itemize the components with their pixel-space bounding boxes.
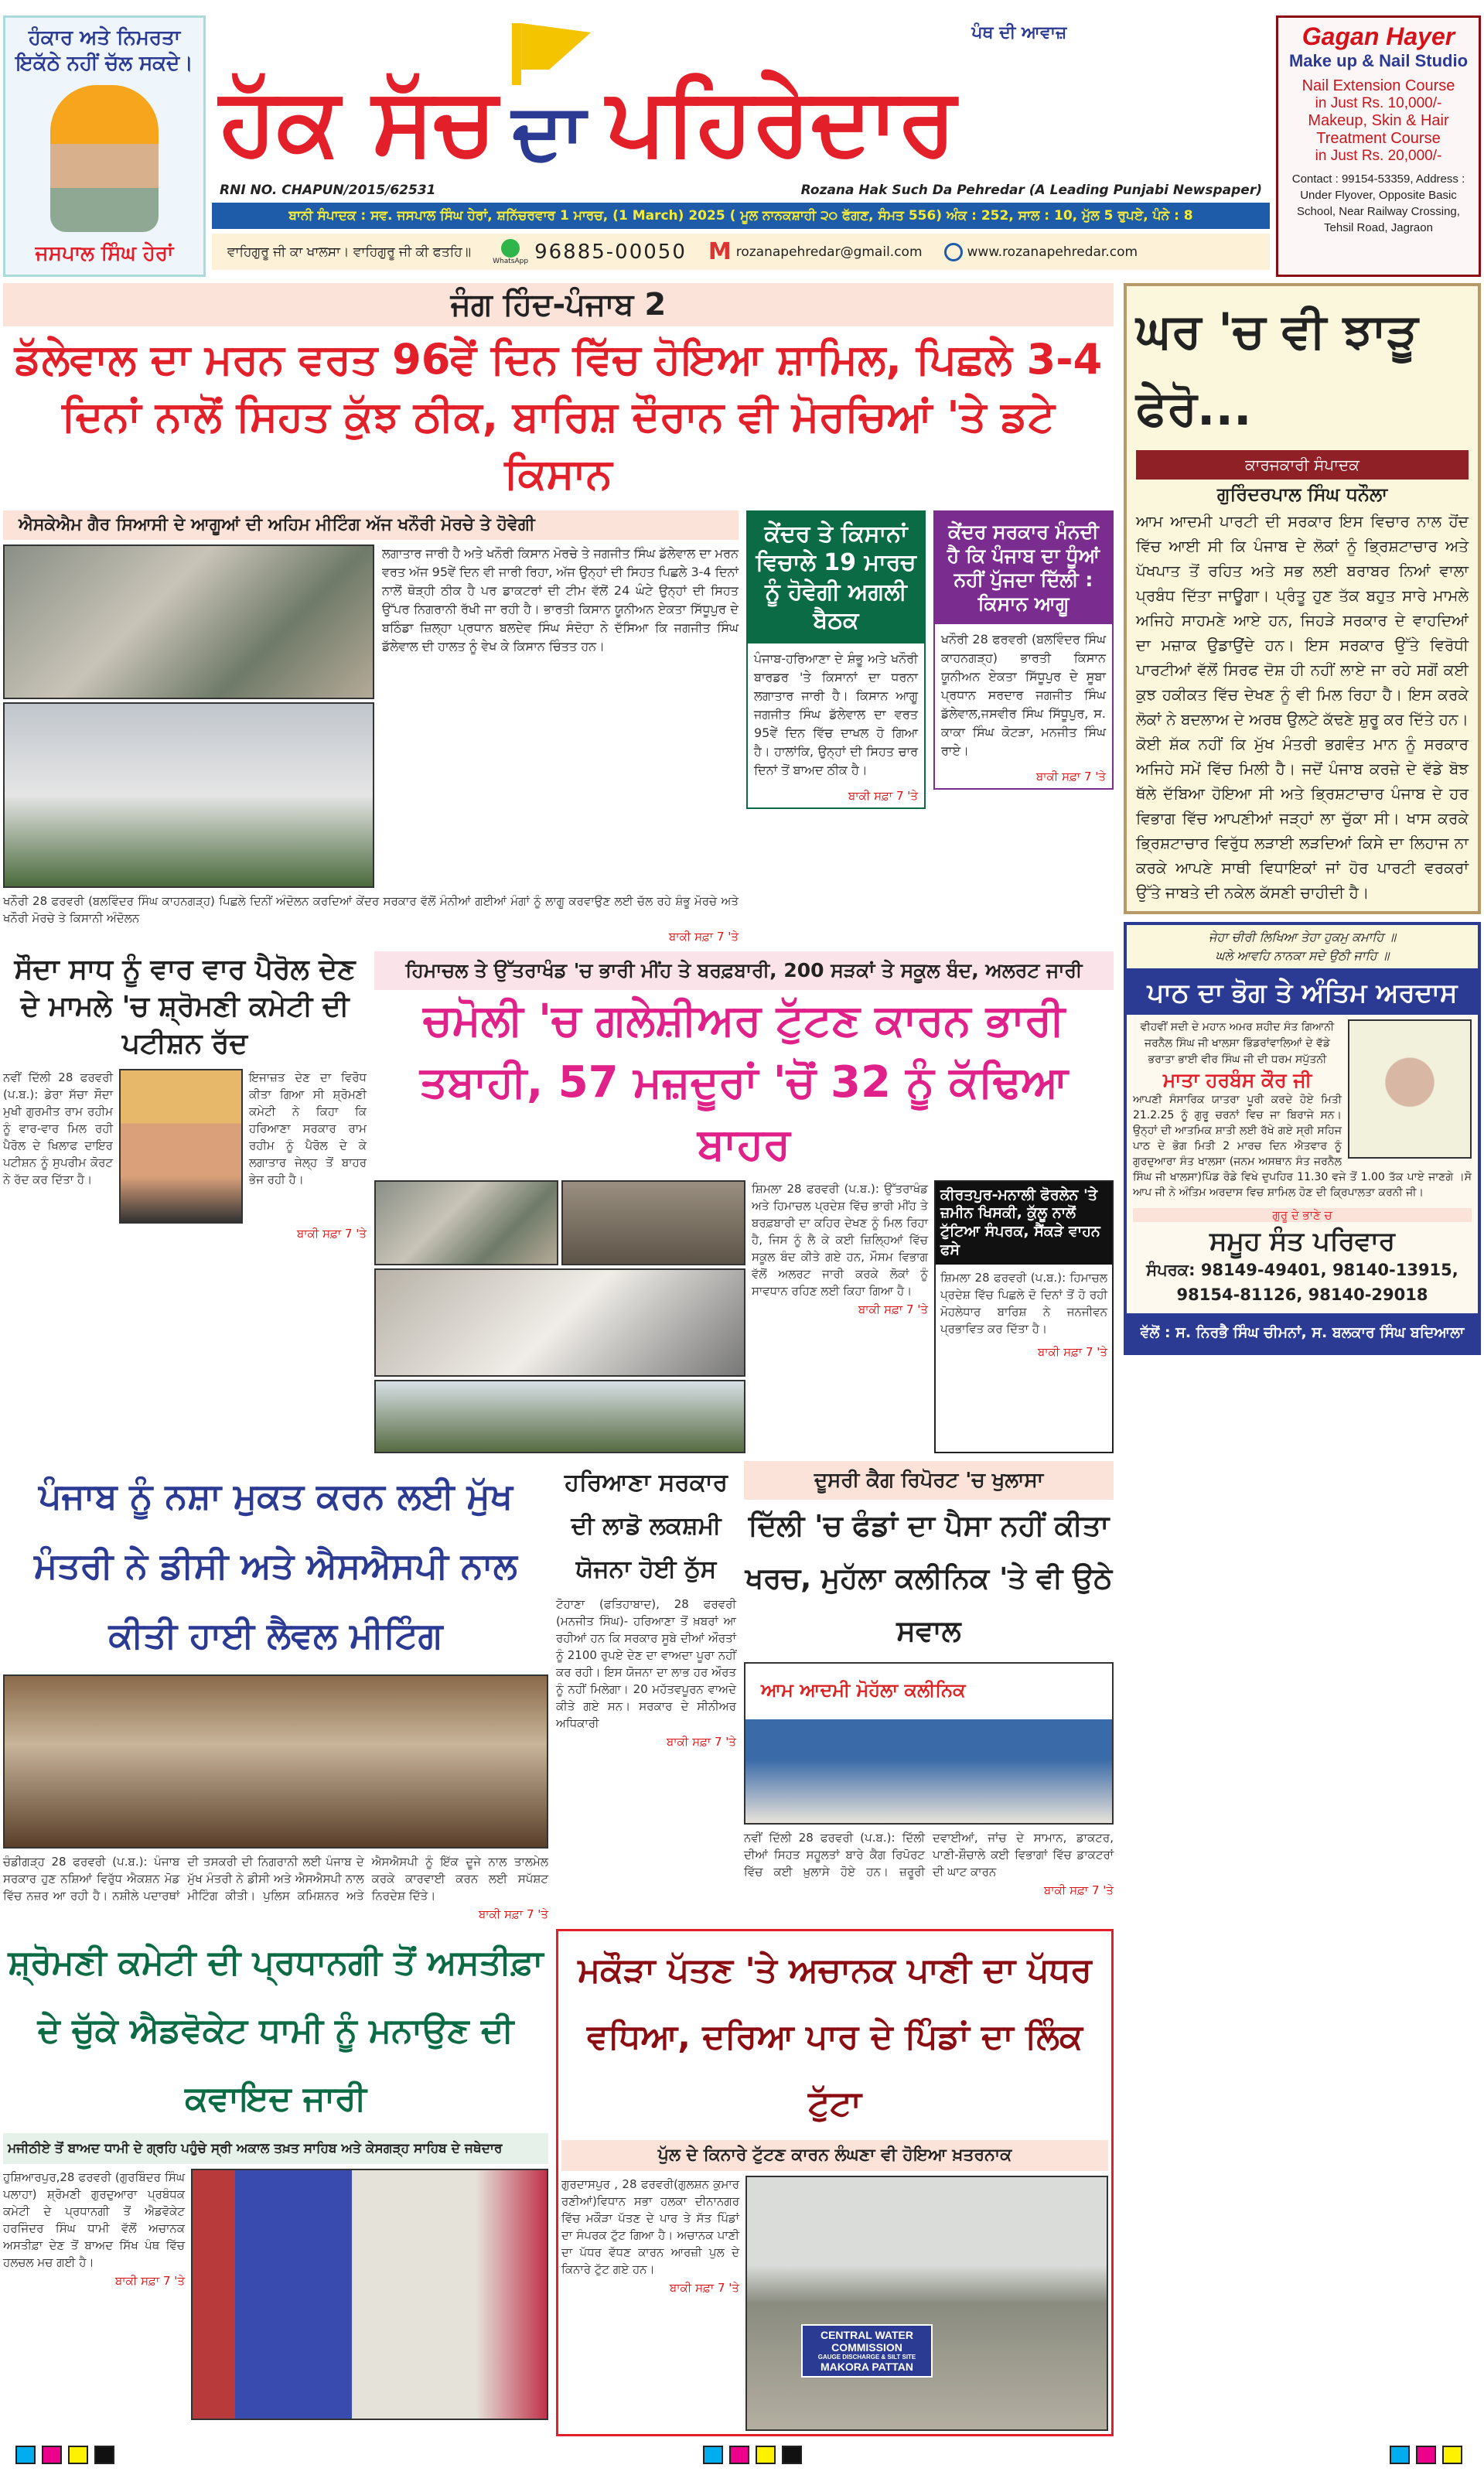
green-box-continued-link[interactable]: ਬਾਕੀ ਸਫ਼ਾ 7 'ਤੇ bbox=[848, 788, 918, 803]
whatsapp-group bbox=[493, 239, 687, 265]
army-rescue-photo bbox=[374, 1380, 745, 1453]
sauda-body-left: ਨਵੀਂ ਦਿੱਲੀ 28 ਫਰਵਰੀ (ਪ.ਬ.): ਡੇਰਾ ਸੱਚਾ ਸੌਦਾ ਮੁਖੀ ਗੁਰਮੀਤ ਰਾਮ ਰਹੀਮ ਨੂੰ ਵਾਰ-ਵਾਰ ਮਿਲ ਰਹੀ ਪੈਰੋਲ ਦੇ ਖਿਲਾਫ ਦਾਇਰ ਪਟੀਸ਼ਨ ਨੂੰ ਸੁਪਰੀਮ ਕੋਰਟ ਨੇ ਰੱਦ ਕਰ ਦਿੱਤਾ ਹੈ। bbox=[3, 1070, 113, 1186]
magenta-mark bbox=[42, 2446, 62, 2464]
phone-number[interactable]: 96885-00050 bbox=[534, 240, 687, 264]
website-link[interactable]: www.rozanapehredar.com bbox=[967, 244, 1138, 260]
makaura-subhead: ਪੁੱਲ ਦੇ ਕਿਨਾਰੇ ਟੁੱਟਣ ਕਾਰਨ ਲੰਘਣਾ ਵੀ ਹੋਇਆ ਖ਼ਤਰਨਾਕ bbox=[561, 2140, 1108, 2171]
sgpc-subhead: ਮਜੀਠੀਏ ਤੋਂ ਬਾਅਦ ਧਾਮੀ ਦੇ ਗ੍ਰਹਿ ਪਹੁੰਚੇ ਸ੍ਰੀ ਅਕਾਲ ਤਖ਼ਤ ਸਾਹਿਬ ਅਤੇ ਕੇਸਗੜ੍ਹ ਸਾਹਿਬ ਦੇ ਜਥੇਦਾਰ bbox=[3, 2133, 548, 2164]
dhami-photo bbox=[191, 2169, 548, 2420]
meeting-photo bbox=[3, 1674, 548, 1849]
cyan-mark bbox=[703, 2446, 723, 2464]
masthead-center bbox=[212, 15, 1270, 277]
purple-box-headline: ਕੇਂਦਰ ਸਰਕਾਰ ਮੰਨਦੀ ਹੈ ਕਿ ਪੰਜਾਬ ਦਾ ਧੂੰਆਂ ਨਹੀਂ ਪੁੱਜਦਾ ਦਿੱਲੀ : ਕਿਸਾਨ ਆਗੂ bbox=[935, 512, 1112, 624]
newspaper-title bbox=[212, 15, 1270, 178]
haryana-headline: ਹਰਿਆਣਾ ਸਰਕਾਰ ਦੀ ਲਾਡੋ ਲਕਸ਼ਮੀ ਯੋਜਨਾ ਹੋਈ ਠੁੱਸ bbox=[565, 1468, 728, 1583]
obituary-portrait bbox=[1348, 1019, 1472, 1159]
drugs-continued-link[interactable]: ਬਾਕੀ ਸਫ਼ਾ 7 'ਤੇ bbox=[478, 1907, 548, 1921]
whatsapp-badge bbox=[493, 239, 528, 265]
obituary-will: ਗੁਰੂ ਦੇ ਭਾਣੇ ਚ bbox=[1133, 1208, 1472, 1222]
website-group bbox=[944, 243, 1138, 261]
ad-item2: Makeup, Skin & Hair Treatment Course bbox=[1308, 112, 1449, 147]
lead-photo-farmers bbox=[3, 702, 374, 888]
cwc-sign bbox=[801, 2324, 933, 2378]
sauda-content bbox=[3, 1069, 367, 1224]
sauda-body-right: ਇਜਾਜ਼ਤ ਦੇਣ ਦਾ ਵਿਰੋਧ ਕੀਤਾ ਗਿਆ ਸੀ ਸ਼੍ਰੋਮਣੀ ਕਮੇਟੀ ਨੇ ਕਿਹਾ ਕਿ ਹਰਿਆਣਾ ਸਰਕਾਰ ਰਾਮ ਰਹੀਮ ਨੂੰ ਪੈਰੋਲ ਦੇ ਕੇ ਲਗਾਤਾਰ ਜੇਲ੍ਹ ਤੋਂ ਬਾਹਰ ਭੇਜ ਰਹੀ ਹੈ। bbox=[249, 1070, 367, 1186]
ad-subtitle: Make up & Nail Studio bbox=[1288, 51, 1469, 70]
ram-rahim-photo bbox=[119, 1069, 243, 1224]
purple-box bbox=[933, 510, 1114, 790]
ad-item1: Nail Extension Course bbox=[1301, 77, 1455, 94]
clinic-sign: ਆਮ ਆਦਮੀ ਮੋਹੱਲਾ ਕਲੀਨਿਕ bbox=[761, 1678, 966, 1701]
title-flag-group bbox=[512, 23, 591, 178]
kiratpur-continued-link[interactable]: ਬਾਕੀ ਸਫ਼ਾ 7 'ਤੇ bbox=[1037, 1344, 1107, 1359]
masthead-quote: ਹੰਕਾਰ ਅਤੇ ਨਿਮਰਤਾ ਇਕੱਠੇ ਨਹੀਂ ਚੱਲ ਸਕਦੇ। bbox=[15, 26, 193, 75]
lead-photos bbox=[3, 544, 374, 888]
sign-line-1: CENTRAL WATER bbox=[820, 2328, 914, 2341]
sign-line-3: GAUGE DISCHARGE & SILT SITE bbox=[817, 2353, 916, 2361]
lead-kicker: ਜੰਗ ਹਿੰਦ-ਪੰਜਾਬ 2 bbox=[3, 283, 1114, 326]
sgpc-continued-link[interactable]: ਬਾਕੀ ਸਫ਼ਾ 7 'ਤੇ bbox=[114, 2273, 185, 2288]
founder-name: ਜਸਪਾਲ ਸਿੰਘ ਹੇਰਾਂ bbox=[35, 242, 174, 265]
obituary-from: ਵੱਲੋਂ : ਸ. ਨਿਰਭੈ ਸਿੰਘ ਚੀਮਨਾਂ, ਸ. ਬਲਕਾਰ ਸਿੰਘ ਬਦਿਆਲਾ bbox=[1127, 1313, 1478, 1352]
chamoli-photos bbox=[374, 1180, 745, 1453]
makaura-body: ਗੁਰਦਾਸਪੁਰ , 28 ਫਰਵਰੀ(ਗੁਲਸ਼ਨ ਕੁਮਾਰ ਰਣੀਆਂ)ਵਿਧਾਨ ਸਭਾ ਹਲਕਾ ਦੀਨਾਨਗਰ ਵਿੱਚ ਮਕੌੜਾ ਪੱਤਣ ਦੇ ਪਾਰ ਤੇ ਸੱਤ ਪਿੰਡਾਂ ਦਾ ਸੰਪਰਕ ਟੁੱਟ ਗਿਆ ਹੈ। ਅਚਾਨਕ ਪਾਣੀ ਦਾ ਪੱਧਰ ਵੱਧਣ ਕਾਰਨ ਆਰਜ਼ੀ ਪੁਲ ਦੇ ਕਿਨਾਰੇ ਟੁੱਟ ਗਏ ਹਨ। bbox=[561, 2176, 739, 2276]
title-part3: ਪਹਿਰੇਦਾਰ bbox=[606, 68, 957, 176]
flag-pole-icon bbox=[512, 23, 521, 85]
makaura-content bbox=[561, 2176, 1108, 2431]
magenta-mark bbox=[1416, 2446, 1436, 2464]
chamoli-headline: ਚਮੋਲੀ 'ਚ ਗਲੇਸ਼ੀਅਰ ਟੁੱਟਣ ਕਾਰਨ ਭਾਰੀ ਤਬਾਹੀ, 57 ਮਜ਼ਦੂਰਾਂ 'ਚੋਂ 32 ਨੂੰ ਕੱਢਿਆ ਬਾਹਰ bbox=[419, 995, 1069, 1169]
sign-line-2: COMMISSION bbox=[831, 2340, 902, 2354]
chamoli-content bbox=[374, 1180, 1114, 1453]
purple-box-continued-link[interactable]: ਬਾਕੀ ਸਫ਼ਾ 7 'ਤੇ bbox=[1035, 769, 1106, 783]
registration-marks-left bbox=[15, 2446, 121, 2467]
gmail-icon: M bbox=[708, 238, 732, 265]
lead-body: ਲਗਾਤਾਰ ਜਾਰੀ ਹੈ ਅਤੇ ਖਨੌਰੀ ਕਿਸਾਨ ਮੋਰਚੇ ਤੇ ਜਗਜੀਤ ਸਿੰਘ ਡੱਲੇਵਾਲ ਦਾ ਮਰਨ ਵਰਤ ਅੱਜ 95ਵੇਂ ਦਿਨ ਵੀ ਜਾਰੀ ਰਿਹਾ, ਅੱਜ ਉਨ੍ਹਾਂ ਦੀ ਸਿਹਤ ਪਿਛਲੇ 3-4 ਦਿਨਾਂ ਨਾਲੋਂ ਥੋੜ੍ਹੀ ਠੀਕ ਹੈ ਪਰ ਡਾਕਟਰਾਂ ਦੀ ਟੀਮ ਵੱਲੋਂ 24 ਘੰਟੇ ਉਨ੍ਹਾਂ ਦੀ ਸਿਹਤ ਉੱਪਰ ਨਿਗਰਾਨੀ ਰੱਖੀ ਜਾ ਰਹੀ ਹੈ। ਭਾਰਤੀ ਕਿਸਾਨ ਯੂਨੀਅਨ ਏਕਤਾ ਸਿੱਧੂਪੁਰ ਦੇ ਬਠਿੰਡਾ ਜ਼ਿਲ੍ਹਾ ਪ੍ਰਧਾਨ ਬਲਦੇਵ ਸਿੰਘ ਸੰਦੋਹਾ ਨੇ ਦੱਸਿਆ ਕਿ ਜਗਜੀਤ ਸਿੰਘ ਡੱਲੇਵਾਲ ਦੀ ਹਾਲਤ ਨੂੰ ਵੇਖ ਕੇ ਕਿਸਾਨ ਚਿੰਤਤ ਹਨ। bbox=[382, 545, 739, 654]
green-box-headline: ਕੇਂਦਰ ਤੇ ਕਿਸਾਨਾਂ ਵਿਚਾਲੇ 19 ਮਾਰਚ ਨੂੰ ਹੋਵੇਗੀ ਅਗਲੀ ਬੈਠਕ bbox=[748, 512, 924, 644]
founder-portrait bbox=[50, 85, 159, 232]
sauda-headline: ਸੌਦਾ ਸਾਧ ਨੂੰ ਵਾਰ ਵਾਰ ਪੈਰੋਲ ਦੇਣ ਦੇ ਮਾਮਲੇ 'ਚ ਸ਼੍ਰੋਮਣੀ ਕਮੇਟੀ ਦੀ ਪਟੀਸ਼ਨ ਰੱਦ bbox=[14, 953, 356, 1060]
title-part2: ਦਾ bbox=[512, 86, 585, 176]
whatsapp-label: WhatsApp bbox=[493, 257, 529, 265]
kiratpur-box bbox=[934, 1180, 1114, 1453]
makaura-continued-link[interactable]: ਬਾਕੀ ਸਫ਼ਾ 7 'ਤੇ bbox=[669, 2280, 739, 2295]
second-row bbox=[3, 951, 1114, 1453]
yellow-mark bbox=[68, 2446, 88, 2464]
info-bar bbox=[212, 203, 1270, 229]
sign-line-4: MAKORA PATTAN bbox=[820, 2360, 914, 2373]
gurbani-quote bbox=[1124, 922, 1481, 968]
green-box-body: ਪੰਜਾਬ-ਹਰਿਆਣਾ ਦੇ ਸ਼ੰਭੂ ਅਤੇ ਖਨੌਰੀ ਬਾਰਡਰ 'ਤੇ ਕਿਸਾਨਾਂ ਦਾ ਧਰਨਾ ਲਗਾਤਾਰ ਜਾਰੀ ਹੈ। ਕਿਸਾਨ ਆਗੂ ਜਗਜੀਤ ਸਿੰਘ ਡੱਲੇਵਾਲ ਦਾ ਵਰਤ 95ਵੇਂ ਦਿਨ ਵਿੱਚ ਦਾਖਲ ਹੋ ਗਿਆ ਹੈ। ਹਾਲਾਂਕਿ, ਉਨ੍ਹਾਂ ਦੀ ਸਿਹਤ ਚਾਰ ਦਿਨਾਂ ਤੋਂ ਬਾਅਦ ਠੀਕ ਹੈ। bbox=[754, 650, 918, 777]
makaura-box bbox=[556, 1929, 1114, 2436]
quote-line-2: ਘਲੇ ਆਵਹਿ ਨਾਨਕਾ ਸਦੇ ਉਠੀ ਜਾਹਿ ॥ bbox=[1215, 947, 1390, 963]
chamoli-body: ਸ਼ਿਮਲਾ 28 ਫਰਵਰੀ (ਪ.ਬ.): ਉੱਤਰਾਖੰਡ ਅਤੇ ਹਿਮਾਚਲ ਪ੍ਰਦੇਸ਼ ਵਿੱਚ ਭਾਰੀ ਮੀਂਹ ਤੇ ਬਰਫ਼ਬਾਰੀ ਦਾ ਕਹਿਰ ਦੇਖਣ ਨੂੰ ਮਿਲ ਰਿਹਾ ਹੈ, ਜਿਸ ਨੂੰ ਲੈ ਕੇ ਕਈ ਜ਼ਿਲ੍ਹਿਆਂ ਵਿੱਚ ਸਕੂਲ ਬੰਦ ਕੀਤੇ ਗਏ ਹਨ, ਮੌਸਮ ਵਿਭਾਗ ਵੱਲੋਂ ਅਲਰਟ ਜਾਰੀ ਕਰਕੇ ਲੋਕਾਂ ਨੂੰ ਸਾਵਧਾਨ ਰਹਿਣ ਲਈ ਕਿਹਾ ਗਿਆ ਹੈ। bbox=[752, 1181, 928, 1298]
english-name: Rozana Hak Such Da Pehredar (A Leading Punjabi Newspaper) bbox=[800, 183, 1262, 198]
chamoli-story bbox=[374, 951, 1114, 1453]
editorial-body: ਆਮ ਆਦਮੀ ਪਾਰਟੀ ਦੀ ਸਰਕਾਰ ਇਸ ਵਿਚਾਰ ਨਾਲ ਹੋਂਦ ਵਿੱਚ ਆਈ ਸੀ ਕਿ ਪੰਜਾਬ ਦੇ ਲੋਕਾਂ ਨੂੰ ਭ੍ਰਿਸ਼ਟਾਚਾਰ ਅਤੇ ਪੱਖਪਾਤ ਤੋਂ ਰਹਿਤ ਅਤੇ ਸਭ ਲਈ ਬਰਾਬਰ ਨਿਆਂ ਵਾਲਾ ਪ੍ਰਬੰਧ ਦਿੱਤਾ ਜਾਊਗਾ। ਪ੍ਰੰਤੂ ਹੁਣ ਤੱਕ ਬਹੁਤ ਸਾਰੇ ਮਾਮਲੇ ਅਜਿਹੇ ਸਾਹਮਣੇ ਆਏ ਹਨ, ਜਿਹੜੇ ਸਰਕਾਰ ਦੇ ਵਾਹਦਿਆਂ ਦਾ ਮਜ਼ਾਕ ਉਡਾਉਂਦੇ ਹਨ। ਇਸ ਸਰਕਾਰ ਉੱਤੇ ਵਿਰੋਧੀ ਪਾਰਟੀਆਂ ਵੱਲੋਂ ਸਿਰਫ ਦੋਸ਼ ਹੀ ਨਹੀਂ ਲਾਏ ਜਾ ਰਹੇ ਸਗੋਂ ਕਈ ਕੁਝ ਹਕੀਕਤ ਵਿੱਚ ਦੇਖਣ ਨੂੰ ਵੀ ਮਿਲ ਰਿਹਾ ਹੈ। ਇਸ ਕਰਕੇ ਲੋਕਾਂ ਨੇ ਬਦਲਾਅ ਦੇ ਅਰਥ ਉਲਟੇ ਕੱਢਣੇ ਸ਼ੁਰੂ ਕਰ ਦਿੱਤੇ ਹਨ। ਕੋਈ ਸ਼ੱਕ ਨਹੀਂ ਕਿ ਮੁੱਖ ਮੰਤਰੀ ਭਗਵੰਤ ਮਾਨ ਨੂੰ ਸਰਕਾਰ ਅਜਿਹੇ ਸਮੇਂ ਵਿੱਚ ਮਿਲੀ ਹੈ। ਜਦੋਂ ਪੰਜਾਬ ਕਰਜ਼ੇ ਦੇ ਵੱਡੇ ਬੋਝ ਥੱਲੇ ਦੱਬਿਆ ਹੋਇਆ ਸੀ ਅਤੇ ਭ੍ਰਿਸ਼ਟਾਚਾਰ ਪੰਜਾਬ ਦੇ ਹਰ ਵਿਭਾਗ ਵਿੱਚ ਆਪਣੀਆਂ ਜੜ੍ਹਾਂ ਲਾ ਚੁੱਕਾ ਸੀ। ਖਾਸ ਕਰਕੇ ਭ੍ਰਿਸ਼ਟਾਚਾਰ ਵਿਰੁੱਧ ਲੜਾਈ ਲੜਦਿਆਂ ਕਿਸੇ ਦਾ ਲਿਹਾਜ ਨਾ ਕਰਕੇ ਆਪਣੇ ਸਾਥੀ ਵਿਧਾਇਕਾਂ ਜਾਂ ਹੋਰ ਪਾਰਟੀ ਵਰਕਰਾਂ ਉੱਤੇ ਜਾਬਤੇ ਦੀ ਨਕੇਲ ਕੱਸਣੀ ਚਾਹੀਦੀ ਹੈ। bbox=[1136, 511, 1469, 902]
issue-info: ਬਾਨੀ ਸੰਪਾਦਕ : ਸਵ. ਜਸਪਾਲ ਸਿੰਘ ਹੇਰਾਂ, ਸ਼ਨਿੱਚਰਵਾਰ 1 ਮਾਰਚ, (1 March) 2025 ( ਮੂਲ ਨਾਨਕਸ਼ਾਹੀ ੨੦ ਫੱਗਣ, ਸੰਮਤ 556) ਅੰਕ : 252, ਸਾਲ : 10, ਮੁੱਲ 5 ਰੁਪਏ, ਪੰਨੇ : 8 bbox=[288, 208, 1193, 224]
obituary-contact: ਸੰਪਰਕ: 98149-49401, 98140-13915, 98154-81126, 98140-29018 bbox=[1146, 1261, 1458, 1305]
editorial-role: ਕਾਰਜਕਾਰੀ ਸੰਪਾਦਕ bbox=[1136, 450, 1469, 480]
registration-row bbox=[212, 183, 1270, 198]
ad-brand: Gagan Hayer bbox=[1301, 22, 1455, 50]
greeting: ਵਾਹਿਗੁਰੂ ਜੀ ਕਾ ਖਾਲਸਾ। ਵਾਹਿਗੁਰੂ ਜੀ ਕੀ ਫਤਹਿ॥ bbox=[227, 244, 472, 260]
rescue-photo-2 bbox=[561, 1180, 745, 1265]
nishan-sahib-icon bbox=[512, 23, 591, 85]
lead-story bbox=[3, 510, 739, 944]
sgpc-body: ਹੁਸ਼ਿਆਰਪੁਰ,28 ਫਰਵਰੀ (ਗੁਰਬਿੰਦਰ ਸਿੰਘ ਪਲਾਹਾ) ਸ਼੍ਰੋਮਣੀ ਗੁਰਦੁਆਰਾ ਪ੍ਰਬੰਧਕ ਕਮੇਟੀ ਦੇ ਪ੍ਰਧਾਨਗੀ ਤੋਂ ਐਡਵੋਕੇਟ ਹਰਜਿੰਦਰ ਸਿੰਘ ਧਾਮੀ ਵੱਲੋਂ ਅਚਾਨਕ ਅਸਤੀਫ਼ਾ ਦੇਣ ਤੋਂ ਬਾਅਦ ਸਿੱਖ ਪੰਥ ਵਿੱਚ ਹਲਚਲ ਮਚ ਗਈ ਹੈ। bbox=[3, 2169, 185, 2269]
green-box bbox=[746, 510, 926, 809]
ad-contact: Contact : 99154-53359, Address : Under Flyover, Opposite Basic School, Near Railway Crossing, Tehsil Road, Jagraon bbox=[1291, 172, 1465, 234]
editorial-headline: ਘਰ 'ਚ ਵੀ ਝਾੜੂ ਫੇਰੋ... bbox=[1136, 302, 1418, 436]
black-mark bbox=[94, 2446, 114, 2464]
masthead bbox=[3, 15, 1481, 277]
yellow-mark bbox=[1442, 2446, 1462, 2464]
third-row bbox=[3, 1461, 1114, 1921]
founder-panel bbox=[3, 15, 206, 277]
sauda-story bbox=[3, 951, 367, 1241]
salon-ad bbox=[1276, 15, 1481, 277]
lead-content bbox=[3, 544, 739, 888]
black-mark bbox=[782, 2446, 802, 2464]
contact-bar bbox=[212, 234, 1270, 270]
sgpc-text bbox=[3, 2169, 185, 2420]
ad-price2: in Just Rs. 20,000/- bbox=[1315, 148, 1442, 164]
lead-photo-hospital bbox=[3, 544, 374, 699]
haryana-continued-link[interactable]: ਬਾਕੀ ਸਫ਼ਾ 7 'ਤੇ bbox=[666, 1734, 736, 1749]
sgpc-story bbox=[3, 1929, 548, 2420]
makaura-river-photo bbox=[745, 2176, 1108, 2431]
whatsapp-icon bbox=[501, 239, 520, 258]
cyan-mark bbox=[1390, 2446, 1410, 2464]
sauda-continued-link[interactable]: ਬਾਕੀ ਸਫ਼ਾ 7 'ਤੇ bbox=[296, 1226, 367, 1241]
title-part1: ਹੱਕ ਸੱਚ bbox=[220, 68, 497, 176]
chamoli-text bbox=[752, 1180, 928, 1453]
obituary-title: ਪਾਠ ਦਾ ਭੋਗ ਤੇ ਅੰਤਿਮ ਅਰਦਾਸ bbox=[1127, 971, 1478, 1015]
purple-box-body: ਖਨੌਰੀ 28 ਫਰਵਰੀ (ਬਲਵਿੰਦਰ ਸਿੰਘ ਕਾਹਨਗੜ੍ਹ) ਭਾਰਤੀ ਕਿਸਾਨ ਯੂਨੀਅਨ ਏਕਤਾ ਸਿੱਧੂਪੁਰ ਦੇ ਸੂਬਾ ਪ੍ਰਧਾਨ ਸਰਦਾਰ ਜਗਜੀਤ ਸਿੰਘ ਡੱਲੇਵਾਲ,ਜਸਵੀਰ ਸਿੰਘ ਸਿੱਧੂਪੁਰ, ਸ. ਕਾਕਾ ਸਿੰਘ ਕੋਟੜਾ, ਮਨਜੀਤ ਸਿੰਘ ਰਾਏ। bbox=[941, 631, 1106, 758]
mohalla-clinic-photo bbox=[744, 1662, 1114, 1825]
chamoli-kicker: ਹਿਮਾਚਲ ਤੇ ਉੱਤਰਾਖੰਡ 'ਚ ਭਾਰੀ ਮੀਂਹ ਤੇ ਬਰਫ਼ਬਾਰੀ, 200 ਸੜਕਾਂ ਤੇ ਸਕੂਲ ਬੰਦ, ਅਲਰਟ ਜਾਰੀ bbox=[374, 951, 1114, 990]
email-group bbox=[708, 238, 923, 265]
rescue-photo-1 bbox=[374, 1180, 558, 1265]
cag-story bbox=[744, 1461, 1114, 1897]
kiratpur-body: ਸ਼ਿਮਲਾ 28 ਫਰਵਰੀ (ਪ.ਬ.): ਹਿਮਾਚਲ ਪ੍ਰਦੇਸ਼ ਵਿੱਚ ਪਿਛਲੇ ਦੋ ਦਿਨਾਂ ਤੋਂ ਹੋ ਰਹੀ ਮੋਹਲੇਧਾਰ ਬਾਰਿਸ਼ ਨੇ ਜਨਜੀਵਨ ਪ੍ਰਭਾਵਿਤ ਕਰ ਦਿੱਤਾ ਹੈ। bbox=[940, 1270, 1107, 1336]
tagline: ਪੰਥ ਦੀ ਆਵਾਜ਼ bbox=[971, 23, 1067, 43]
main-area bbox=[3, 283, 1481, 2436]
ad-price1: in Just Rs. 10,000/- bbox=[1315, 95, 1442, 111]
editorial-author: ਗੁਰਿੰਦਰਪਾਲ ਸਿੰਘ ਧਨੌਲਾ bbox=[1216, 483, 1388, 505]
cyan-mark bbox=[15, 2446, 36, 2464]
lead-continued-link[interactable]: ਬਾਕੀ ਸਫ਼ਾ 7 'ਤੇ bbox=[668, 929, 739, 944]
flag-icon bbox=[521, 23, 591, 70]
yellow-mark bbox=[756, 2446, 776, 2464]
magenta-mark bbox=[729, 2446, 749, 2464]
right-area bbox=[1124, 283, 1481, 1356]
cag-continued-link[interactable]: ਬਾਕੀ ਸਫ਼ਾ 7 'ਤੇ bbox=[1043, 1883, 1114, 1897]
lead-row bbox=[3, 510, 1114, 944]
sgpc-content bbox=[3, 2169, 548, 2420]
drugs-story bbox=[3, 1461, 548, 1921]
drugs-body: ਚੰਡੀਗੜ੍ਹ 28 ਫਰਵਰੀ (ਪ.ਬ.): ਪੰਜਾਬ ਸਰਕਾਰ ਹੁਣ ਨਸ਼ਿਆਂ ਵਿਰੁੱਧ ਐਕਸ਼ਨ ਮੋਡ ਵਿੱਚ ਨਜ਼ਰ ਆ ਰਹੀ ਹੈ। ਨਸ਼ੀਲੇ ਪਦਾਰਥਾਂ ਦੀ ਤਸਕਰੀ ਦੀ ਨਿਗਰਾਨੀ ਲਈ ਪੰਜਾਬ ਦੇ ਮੁੱਖ ਮੰਤਰੀ ਨੇ ਡੀਸੀ ਅਤੇ ਐਸਐਸਪੀ ਨਾਲ ਮੀਟਿੰਗ ਕੀਤੀ। ਪੁਲਿਸ ਕਮਿਸ਼ਨਰ ਅਤੇ ਐਸਐਸਪੀ ਨੂੰ ਇੱਕ ਦੂਜੇ ਨਾਲ ਤਾਲਮੇਲ ਕਰਕੇ ਕਾਰਵਾਈ ਕਰਨ ਲਈ ਸਪੱਸ਼ਟ ਨਿਰਦੇਸ਼ ਦਿੱਤੇ। bbox=[3, 1854, 548, 1903]
editorial-column bbox=[1124, 283, 1481, 914]
quote-line-1: ਜੇਹਾ ਚੀਰੀ ਲਿਖਿਆ ਤੇਹਾ ਹੁਕਮੁ ਕਮਾਹਿ ॥ bbox=[1208, 929, 1397, 944]
email-link[interactable]: rozanapehredar@gmail.com bbox=[735, 244, 923, 260]
makaura-text bbox=[561, 2176, 739, 2431]
deceased-name: ਮਾਤਾ ਹਰਬੰਸ ਕੌਰ ਜੀ bbox=[1162, 1068, 1312, 1091]
obituary-intro: ਵੀਹਵੀਂ ਸਦੀ ਦੇ ਮਹਾਨ ਅਮਰ ਸ਼ਹੀਦ ਸੰਤ ਗਿਆਨੀ ਜਰਨੈਲ ਸਿੰਘ ਜੀ ਖਾਲਸਾ ਭਿੰਡਰਾਂਵਾਲਿਆਂ ਦੇ ਵੱਡੇ ਭਰਾਤਾ ਭਾਈ ਵੀਰ ਸਿੰਘ ਜੀ ਦੀ ਧਰਮ ਸਪੁੱਤਨੀ bbox=[1140, 1020, 1335, 1066]
cag-body: ਨਵੀਂ ਦਿੱਲੀ 28 ਫਰਵਰੀ (ਪ.ਬ.): ਦਿੱਲੀ ਦੀਆਂ ਸਿਹਤ ਸਹੂਲਤਾਂ ਬਾਰੇ ਕੈਗ ਰਿਪੋਰਟ ਵਿੱਚ ਕਈ ਖ਼ੁਲਾਸੇ ਹੋਏ ਹਨ। ਜ਼ਰੂਰੀ ਦਵਾਈਆਂ, ਜਾਂਚ ਦੇ ਸਾਮਾਨ, ਡਾਕਟਰ, ਪਾਣੀ-ਸ਼ੌਚਾਲੇ ਕਈ ਵਿਭਾਗਾਂ ਵਿੱਚ ਡਾਕਟਰਾਂ ਦੀ ਘਾਟ ਕਾਰਨ bbox=[744, 1830, 1114, 1879]
drugs-headline: ਪੰਜਾਬ ਨੂੰ ਨਸ਼ਾ ਮੁਕਤ ਕਰਨ ਲਈ ਮੁੱਖ ਮੰਤਰੀ ਨੇ ਡੀਸੀ ਅਤੇ ਐਸਐਸਪੀ ਨਾਲ ਕੀਤੀ ਹਾਈ ਲੈਵਲ ਮੀਟਿੰਗ bbox=[34, 1474, 517, 1656]
registration-marks bbox=[3, 2446, 1481, 2467]
fourth-row bbox=[3, 1929, 1114, 2436]
registration-marks-center bbox=[703, 2446, 808, 2467]
left-area bbox=[3, 283, 1114, 2436]
obituary-ad bbox=[1124, 968, 1481, 1356]
sgpc-headline: ਸ਼੍ਰੋਮਣੀ ਕਮੇਟੀ ਦੀ ਪ੍ਰਧਾਨਗੀ ਤੋਂ ਅਸਤੀਫ਼ਾ ਦੇ ਚੁੱਕੇ ਐਡਵੋਕੇਟ ਧਾਮੀ ਨੂੰ ਮਨਾਉਣ ਦੀ ਕਵਾਇਦ ਜਾਰੀ bbox=[8, 1942, 544, 2118]
chamoli-continued-link[interactable]: ਬਾਕੀ ਸਫ਼ਾ 7 'ਤੇ bbox=[858, 1302, 928, 1316]
kiratpur-headline: ਕੀਰਤਪੁਰ-ਮਨਾਲੀ ਫੋਰਲੇਨ 'ਤੇ ਜ਼ਮੀਨ ਖਿਸਕੀ, ਕੁੱਲੂ ਨਾਲੋਂ ਟੁੱਟਿਆ ਸੰਪਰਕ, ਸੈਂਕੜੇ ਵਾਹਨ ਫਸੇ bbox=[936, 1182, 1112, 1265]
cag-kicker: ਦੂਸਰੀ ਕੈਗ ਰਿਪੋਰਟ 'ਚ ਖੁਲਾਸਾ bbox=[744, 1461, 1114, 1500]
haryana-body: ਟੋਹਾਣਾ (ਫਤਿਹਾਬਾਦ), 28 ਫਰਵਰੀ (ਮਨਜੀਤ ਸਿੰਘ)- ਹਰਿਆਣਾ ਤੋਂ ਖ਼ਬਰਾਂ ਆ ਰਹੀਆਂ ਹਨ ਕਿ ਸਰਕਾਰ ਸੂਬੇ ਦੀਆਂ ਔਰਤਾਂ ਨੂੰ 2100 ਰੁਪਏ ਦੇਣ ਦਾ ਵਾਅਦਾ ਪੂਰਾ ਨਹੀਂ ਕਰ ਰਹੀ। ਇਸ ਯੋਜਨਾ ਦਾ ਲਾਭ ਹਰ ਔਰਤ ਨੂੰ ਨਹੀਂ ਮਿਲੇਗਾ। 20 ਮਹੱਤਵਪੂਰਨ ਵਾਅਦੇ ਕੀਤੇ ਗਏ ਸਨ। ਸਰਕਾਰ ਦੇ ਸੀਨੀਅਰ ਅਧਿਕਾਰੀ bbox=[556, 1596, 736, 1730]
lead-headline: ਡੱਲੇਵਾਲ ਦਾ ਮਰਨ ਵਰਤ 96ਵੇਂ ਦਿਨ ਵਿੱਚ ਹੋਇਆ ਸ਼ਾਮਿਲ, ਪਿਛਲੇ 3-4 ਦਿਨਾਂ ਨਾਲੋਂ ਸਿਹਤ ਕੁੱਝ ਠੀਕ, ਬਾਰਿਸ਼ ਦੌਰਾਨ ਵੀ ਮੋਰਚਿਆਂ 'ਤੇ ਡਟੇ ਕਿਸਾਨ bbox=[14, 334, 1103, 498]
obituary-family: ਸਮੂਹ ਸੰਤ ਪਰਿਵਾਰ bbox=[1209, 1225, 1395, 1257]
makaura-headline: ਮਕੌੜਾ ਪੱਤਣ 'ਤੇ ਅਚਾਨਕ ਪਾਣੀ ਦਾ ਪੱਧਰ ਵਧਿਆ, ਦਰਿਆ ਪਾਰ ਦੇ ਪਿੰਡਾਂ ਦਾ ਲਿੰਕ ਟੁੱਟਾ bbox=[578, 1950, 1092, 2123]
registration-marks-right bbox=[1390, 2446, 1469, 2467]
lead-caption: ਖਨੌਰੀ 28 ਫਰਵਰੀ (ਬਲਵਿੰਦਰ ਸਿੰਘ ਕਾਹਨਗੜ੍ਹ) ਪਿਛਲੇ ਦਿਨੀਂ ਅੰਦੋਲਨ ਕਰਦਿਆਂ ਕੇਂਦਰ ਸਰਕਾਰ ਵੱਲੋਂ ਮੰਨੀਆਂ ਗਈਆਂ ਮੰਗਾਂ ਨੂੰ ਲਾਗੂ ਕਰਵਾਉਣ ਲਈ ਚੱਲ ਰਹੇ ਸ਼ੰਭੂ ਮੋਰਚੇ ਅਤੇ ਖਨੌਰੀ ਮੋਰਚੇ ਤੇ ਕਿਸਾਨੀ ਅੰਦੋਲਨ bbox=[3, 893, 739, 925]
obituary-body: ਆਪਣੀ ਸੰਸਾਰਿਕ ਯਾਤਰਾ ਪੂਰੀ ਕਰਦੇ ਹੋਏ ਮਿਤੀ 21.2.25 ਨੂੰ ਗੁਰੂ ਚਰਨਾਂ ਵਿਚ ਜਾ ਬਿਰਾਜੇ ਸਨ। ਉਨ੍ਹਾਂ ਦੀ ਆਤਮਿਕ ਸ਼ਾਤੀ ਲਈ ਰੱਖੇ ਗਏ ਸ੍ਰੀ ਸਹਿਜ ਪਾਠ ਦੇ ਭੋਗ ਮਿਤੀ 2 ਮਾਰਚ ਦਿਨ ਐਤਵਾਰ ਨੂੰ ਗੁਰਦੁਆਰਾ ਸੰਤ ਖਾਲਸਾ (ਜਨਮ ਅਸਥਾਨ ਸੰਤ ਜਰਨੈਲ ਸਿੰਘ ਜੀ ਖਾਲਸਾ)ਪਿੰਡ ਰੋਡੇ ਵਿਖੇ ਦੁਪਹਿਰ 11.30 ਵਜੇ ਤੋਂ 1.00 ਤੱਕ ਪਾਏ ਜਾਣਗੇ ।ਸੋ ਆਪ ਜੀ ਨੇ ਅੰਤਿਮ ਅਰਦਾਸ ਵਿਚ ਸ਼ਾਮਿਲ ਹੋਣ ਦੀ ਕ੍ਰਿਪਾਲਤਾ ਕਰਨੀ ਜੀ। bbox=[1133, 1093, 1472, 1199]
haryana-story bbox=[556, 1461, 736, 1749]
globe-icon bbox=[944, 243, 963, 261]
obituary-content bbox=[1127, 1015, 1478, 1205]
lead-subhead: ਐਸਕੇਐਮ ਗੈਰ ਸਿਆਸੀ ਦੇ ਆਗੂਆਂ ਦੀ ਅਹਿਮ ਮੀਟਿੰਗ ਅੱਜ ਖਨੌਰੀ ਮੋਰਚੇ ਤੇ ਹੋਵੇਗੀ bbox=[3, 510, 739, 540]
cag-headline: ਦਿੱਲੀ 'ਚ ਫੰਡਾਂ ਦਾ ਪੈਸਾ ਨਹੀਂ ਕੀਤਾ ਖਰਚ, ਮੁਹੱਲਾ ਕਲੀਨਿਕ 'ਤੇ ਵੀ ਉਠੇ ਸਵਾਲ bbox=[745, 1508, 1113, 1647]
buried-car-photo bbox=[374, 1268, 745, 1377]
rni-number: RNI NO. CHAPUN/2015/62531 bbox=[220, 183, 436, 198]
